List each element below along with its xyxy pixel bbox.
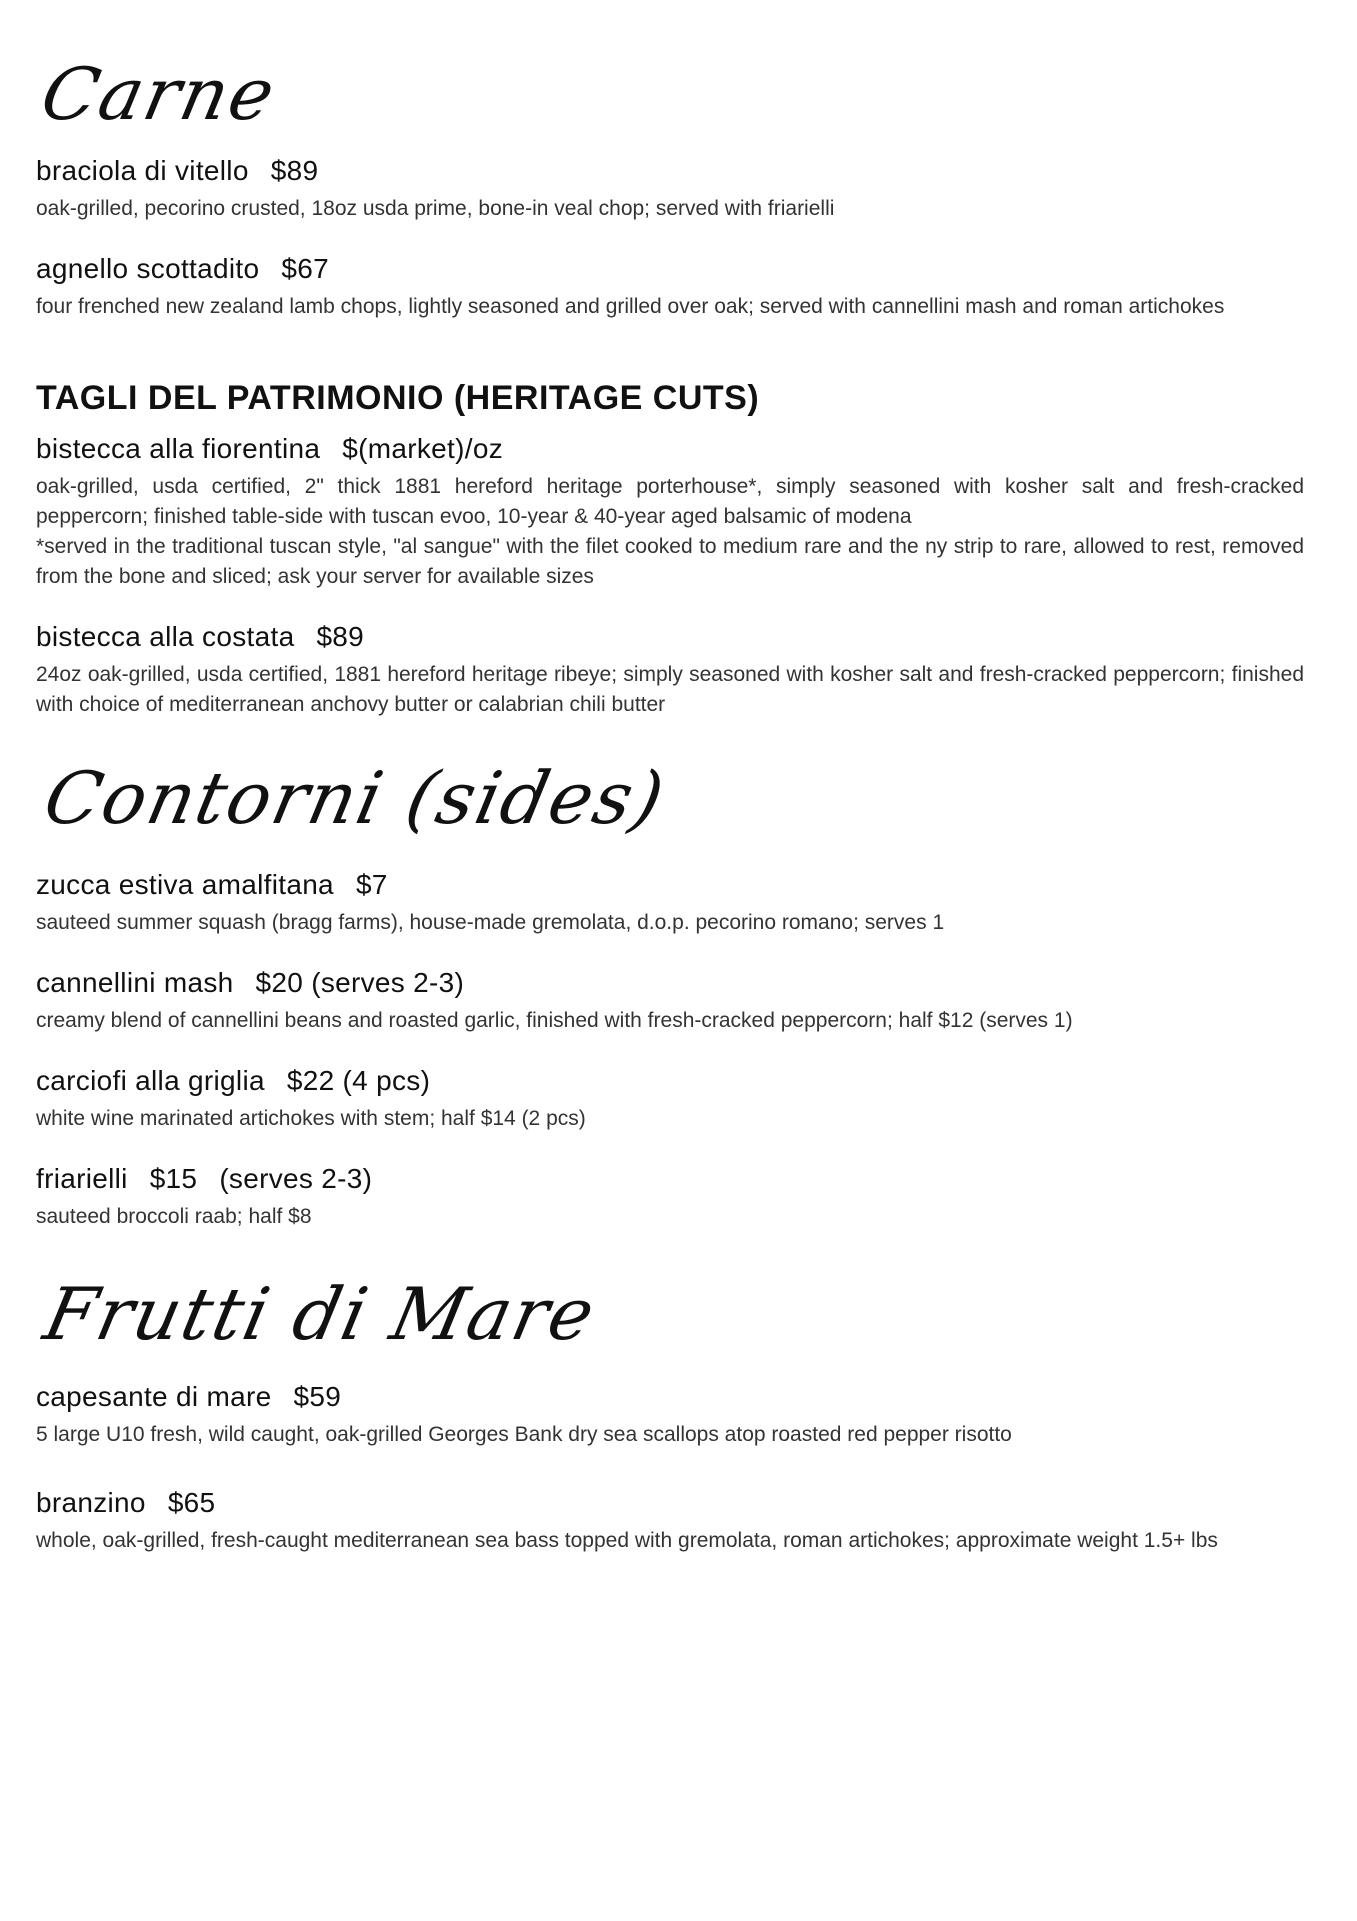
item-name: cannellini mash <box>36 967 234 998</box>
item-name: friarielli <box>36 1163 128 1194</box>
item-heading <box>36 1162 1304 1196</box>
item-price: $22 (4 pcs) <box>286 1065 431 1096</box>
item-name: carciofi alla griglia <box>36 1065 265 1096</box>
section-title-frutti: Frutti di Mare <box>37 1272 604 1356</box>
menu-item <box>36 252 1304 322</box>
item-description: sauteed summer squash (bragg farms), house-made gremolata, d.o.p. pecorino romano; serves 1 <box>36 911 945 934</box>
item-price: $67 <box>281 253 329 284</box>
item-name: capesante di mare <box>36 1381 272 1412</box>
item-heading <box>36 620 1304 654</box>
item-price: $89 <box>270 155 319 186</box>
item-price: $89 <box>316 621 365 652</box>
item-description: creamy blend of cannellini beans and roasted garlic, finished with fresh-cracked peppercorn; half $12 (serves 1) <box>36 1009 1073 1032</box>
section-title-carne: Carne <box>34 52 284 136</box>
menu-item <box>36 620 1304 720</box>
menu-item <box>36 1162 1304 1232</box>
item-name: zucca estiva amalfitana <box>36 869 334 900</box>
menu-item <box>36 868 1304 938</box>
item-description: oak-grilled, pecorino crusted, 18oz usda prime, bone-in veal chop; served with friarielli <box>36 197 835 220</box>
item-heading <box>36 432 1304 466</box>
item-heading <box>36 252 1304 286</box>
section-title-heritage: TAGLI DEL PATRIMONIO (HERITAGE CUTS) <box>36 379 760 417</box>
section-contorni <box>36 756 1304 1268</box>
item-name: bistecca alla fiorentina <box>36 433 321 464</box>
item-description: sauteed broccoli raab; half $8 <box>36 1205 312 1228</box>
menu-item <box>36 966 1304 1036</box>
item-heading <box>36 868 1304 902</box>
item-heading <box>36 1486 1304 1520</box>
item-description: whole, oak-grilled, fresh-caught mediterranean sea bass topped with gremolata, roman artichokes; approximate weight 1.5+ lbs <box>36 1529 1218 1552</box>
item-description: 24oz oak-grilled, usda certified, 1881 hereford heritage ribeye; simply seasoned with kosher salt and fresh-cracked peppercorn; finished with choice of mediterranean anchovy butter or calabrian chili butter <box>36 663 1304 716</box>
item-description: four frenched new zealand lamb chops, lightly seasoned and grilled over oak; served with cannellini mash and roman artichokes <box>36 295 1225 318</box>
section-frutti-di-mare <box>36 1272 1304 1592</box>
menu-item <box>36 1486 1304 1556</box>
item-price: $59 <box>293 1381 342 1412</box>
item-heading <box>36 1380 1304 1414</box>
menu-item <box>36 1064 1304 1134</box>
section-carne <box>34 52 1304 358</box>
section-title-contorni: Contorni (sides) <box>37 756 673 840</box>
item-price: $(market)/oz <box>342 433 503 464</box>
item-description: 5 large U10 fresh, wild caught, oak-grilled Georges Bank dry sea scallops atop roasted red pepper risotto <box>36 1423 1012 1446</box>
menu-item <box>36 154 1304 224</box>
menu-item <box>36 432 1304 592</box>
item-price: $7 <box>355 869 388 900</box>
item-price: $65 <box>167 1487 216 1518</box>
item-heading <box>36 154 1304 188</box>
section-heritage-cuts <box>36 378 1304 756</box>
item-extra: (serves 2-3) <box>219 1163 373 1194</box>
item-name: bistecca alla costata <box>36 621 295 652</box>
item-price: $20 (serves 2-3) <box>255 967 465 998</box>
item-name: branzino <box>36 1487 146 1518</box>
item-price: $15 <box>149 1163 198 1194</box>
item-description: white wine marinated artichokes with stem; half $14 (2 pcs) <box>36 1107 586 1130</box>
menu-item <box>36 1380 1304 1450</box>
item-note: *served in the traditional tuscan style, "al sangue" with the filet cooked to medium rare and the ny strip to rare, allowed to rest, removed from the bone and sliced; ask your server for available sizes <box>36 535 1304 588</box>
item-name: braciola di vitello <box>36 155 249 186</box>
item-description: oak-grilled, usda certified, 2" thick 1881 hereford heritage porterhouse*, simply seasoned with kosher salt and fresh-cracked peppercorn; finished table-side with tuscan evoo, 10-year & 40-year aged balsamic of modena <box>36 475 1304 528</box>
item-heading <box>36 1064 1304 1098</box>
item-heading <box>36 966 1304 1000</box>
item-name: agnello scottadito <box>36 253 260 284</box>
